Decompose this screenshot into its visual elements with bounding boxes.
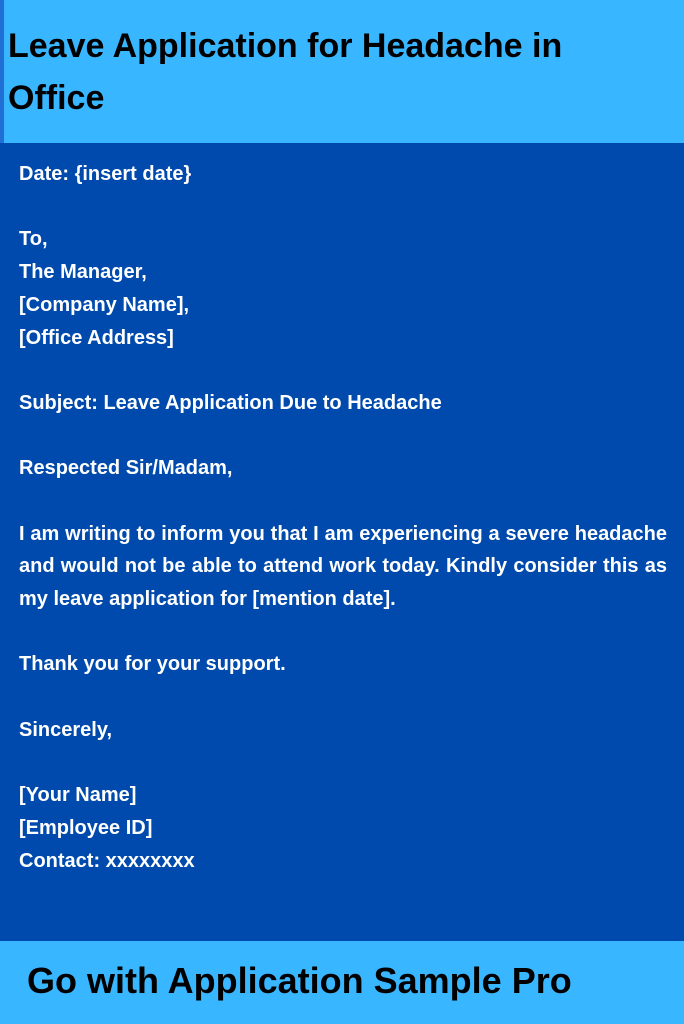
spacer (19, 354, 667, 387)
letter-thanks: Thank you for your support. (19, 653, 286, 676)
footer-brand-text: Go with Application Sample Pro (27, 960, 572, 1001)
spacer (19, 616, 667, 649)
letter-company: [Company Name], (19, 293, 190, 316)
footer-banner (0, 941, 684, 1024)
letter-body (19, 158, 667, 877)
page-title: Leave Application for Headache in Office (8, 27, 563, 117)
letter-paragraph: I am writing to inform you that I am experiencing a severe headache and would not be able to attend work today. Kindly consider this as my leave application for [mention date]. (19, 522, 667, 611)
letter-salutation: Respected Sir/Madam, (19, 457, 233, 480)
spacer (19, 420, 667, 453)
letter-closing: Sincerely, (19, 718, 113, 741)
letter-employee-id: [Employee ID] (19, 816, 153, 839)
letter-address: [Office Address] (19, 326, 174, 349)
letter-subject: Subject: Leave Application Due to Headache (19, 391, 442, 414)
spacer (19, 191, 667, 224)
letter-date: Date: {insert date} (19, 163, 192, 185)
spacer (19, 747, 667, 780)
spacer (19, 681, 667, 714)
letter-contact: Contact: xxxxxxxx (19, 849, 195, 872)
header-banner (0, 0, 684, 143)
letter-recipient: The Manager, (19, 261, 147, 284)
spacer (19, 485, 667, 518)
letter-to: To, (19, 228, 48, 251)
letter-name: [Your Name] (19, 784, 137, 807)
